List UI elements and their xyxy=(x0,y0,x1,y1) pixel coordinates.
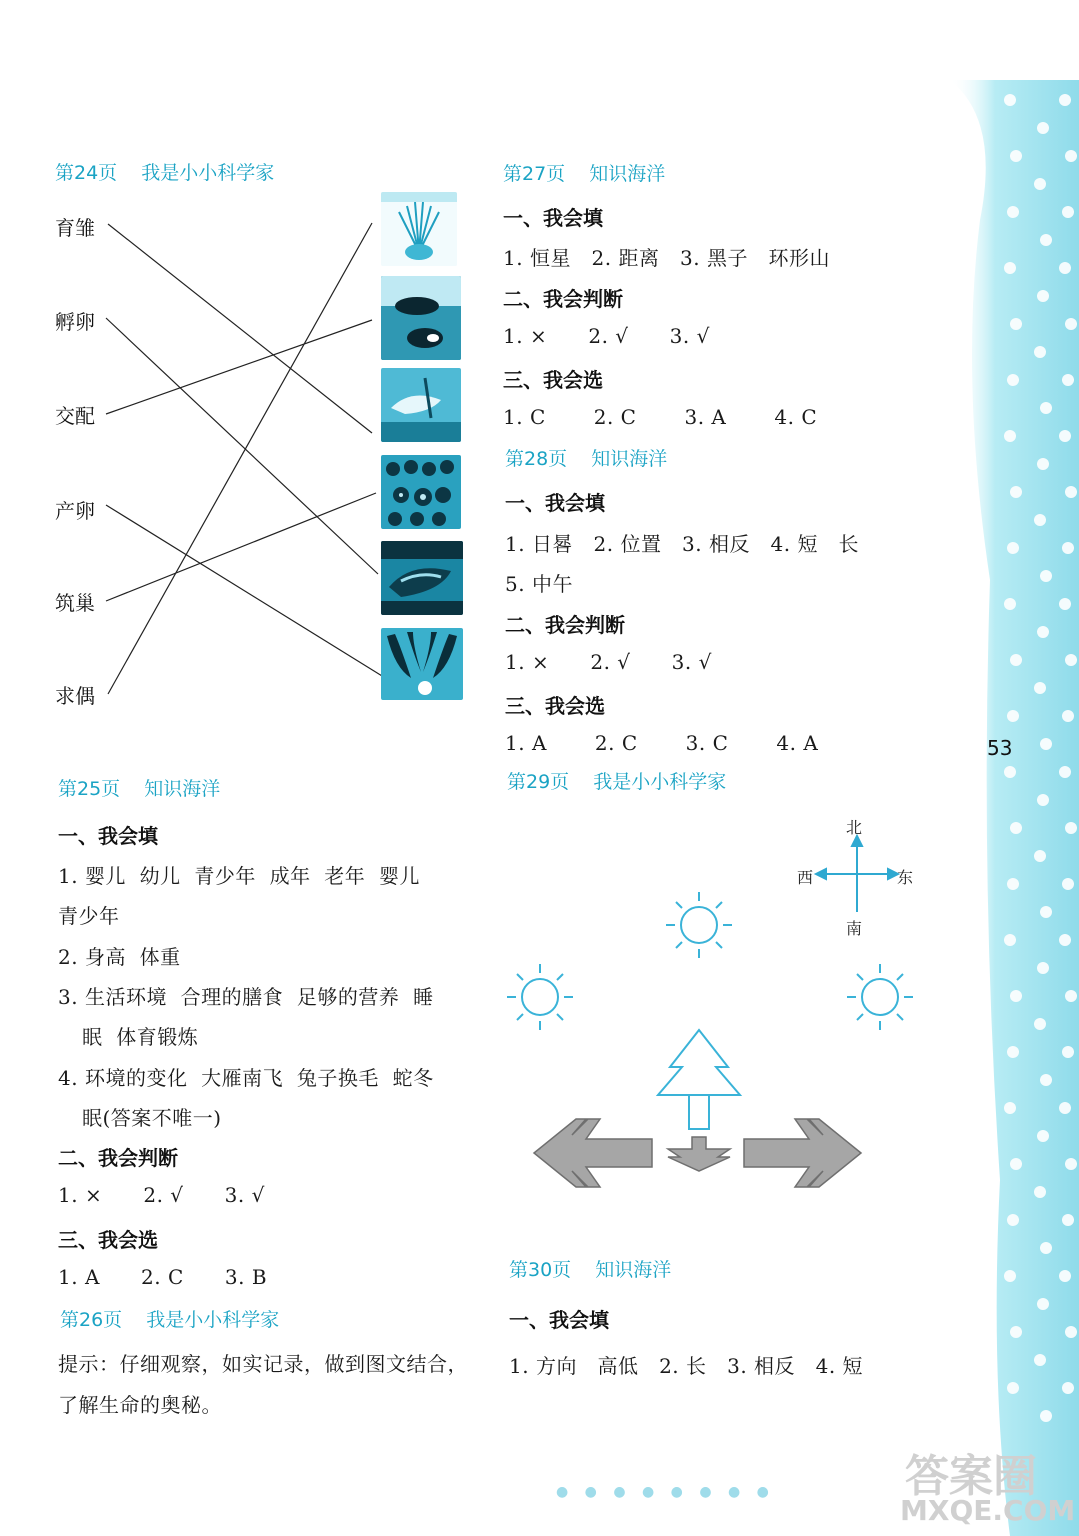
deco-dot xyxy=(1059,262,1071,274)
deco-dot xyxy=(1007,1046,1019,1058)
deco-dot xyxy=(1065,486,1077,498)
deco-dot xyxy=(1004,1102,1016,1114)
sun-icon-left xyxy=(505,962,575,1032)
deco-dot xyxy=(1059,934,1071,946)
p25-header xyxy=(58,774,220,801)
p26-hint-line-1: 提示：仔细观察，如实记录，做到图文结合， xyxy=(58,1352,468,1376)
deco-dot xyxy=(1059,1270,1071,1282)
p30-page: 第30页 xyxy=(509,1259,572,1281)
match-label-2: 孵卵 xyxy=(55,310,95,334)
p27-header xyxy=(503,159,665,186)
deco-dot xyxy=(1040,1242,1052,1254)
deco-dot xyxy=(1004,430,1016,442)
p27-judge-answers: 1. × 2. √ 3. √ xyxy=(503,324,710,348)
deco-dot xyxy=(1034,514,1046,526)
p26-hint-line-2: 了解生命的奥秘。 xyxy=(58,1393,222,1417)
match-line-2 xyxy=(106,318,378,574)
deco-dot xyxy=(1065,990,1077,1002)
p29-header xyxy=(507,767,726,794)
deco-dot xyxy=(1062,710,1074,722)
match-label-4: 产卵 xyxy=(55,499,95,523)
p28-judge-answers: 1. × 2. √ 3. √ xyxy=(505,650,712,674)
p27-section-choose: 三、我会选 xyxy=(503,368,603,392)
match-label-6: 求偶 xyxy=(55,684,95,708)
watermark-logo: 答案圈 xyxy=(905,1451,1037,1502)
deco-dot xyxy=(1065,1158,1077,1170)
p28-section-fill: 一、我会填 xyxy=(505,491,605,515)
deco-dot xyxy=(1010,150,1022,162)
p25-choose-answers: 1. A 2. C 3. B xyxy=(58,1265,268,1289)
deco-dot xyxy=(1037,122,1049,134)
match-label-5: 筑巢 xyxy=(55,591,95,615)
p25-line-6: 4. 环境的变化 大雁南飞 兔子换毛 蛇冬 xyxy=(58,1066,434,1090)
p27-section-fill: 一、我会填 xyxy=(503,206,603,230)
deco-dot xyxy=(1007,1382,1019,1394)
deco-dot xyxy=(1010,990,1022,1002)
p26-title: 我是小小科学家 xyxy=(146,1309,280,1331)
deco-dot xyxy=(1037,794,1049,806)
deco-dot xyxy=(1034,1186,1046,1198)
decorative-dot-strip xyxy=(940,80,1079,1536)
watermark-url: MXQE.COM xyxy=(900,1494,1076,1527)
p25-title: 知识海洋 xyxy=(144,778,221,800)
deco-dot xyxy=(1062,206,1074,218)
deco-dot xyxy=(1037,1130,1049,1142)
deco-dot xyxy=(1065,822,1077,834)
deco-dot xyxy=(1004,598,1016,610)
p30-section-fill: 一、我会填 xyxy=(509,1308,609,1332)
match-line-3 xyxy=(106,320,372,414)
arrow-left-icon xyxy=(534,1119,652,1187)
deco-dot xyxy=(1037,1298,1049,1310)
page-number: 53 xyxy=(987,736,1013,760)
footer-dots: ● ● ● ● ● ● ● ● xyxy=(556,1484,775,1500)
deco-dot xyxy=(1004,1270,1016,1282)
p27-choose-answers: 1. C 2. C 3. A 4. C xyxy=(503,405,818,429)
p28-fill-answers-1: 1. 日晷 2. 位置 3. 相反 4. 短 长 xyxy=(505,532,860,556)
deco-dot xyxy=(1062,1382,1074,1394)
compass-icon xyxy=(812,832,902,922)
deco-dot xyxy=(1037,626,1049,638)
deco-dot xyxy=(1007,1214,1019,1226)
deco-dot xyxy=(1007,206,1019,218)
sun-icon-top xyxy=(664,890,734,960)
bird-photo-2 xyxy=(381,276,461,360)
p28-section-choose: 三、我会选 xyxy=(505,694,605,718)
p26-header xyxy=(60,1305,279,1332)
tree-icon xyxy=(658,1030,740,1129)
deco-dot xyxy=(1004,766,1016,778)
compass-north: 北 xyxy=(846,818,863,837)
deco-dot xyxy=(1062,878,1074,890)
p29-title: 我是小小科学家 xyxy=(593,771,727,793)
p27-page: 第27页 xyxy=(503,163,566,185)
p27-fill-answers: 1. 恒星 2. 距离 3. 黑子 环形山 xyxy=(503,246,831,270)
deco-dot xyxy=(1034,1018,1046,1030)
deco-dot xyxy=(1065,1326,1077,1338)
match-line-1 xyxy=(108,224,372,433)
deco-dot xyxy=(1062,542,1074,554)
p25-section-judge: 二、我会判断 xyxy=(58,1146,178,1170)
p28-header xyxy=(505,444,667,471)
bird-photo-3 xyxy=(381,368,461,442)
p24-page: 第24页 xyxy=(55,162,118,184)
p26-page: 第26页 xyxy=(60,1309,123,1331)
deco-dot xyxy=(1004,262,1016,274)
bird-photo-5 xyxy=(381,541,463,615)
p28-title: 知识海洋 xyxy=(591,448,668,470)
p25-line-5: 眠 体育锻炼 xyxy=(82,1025,199,1049)
deco-dot xyxy=(1007,878,1019,890)
deco-dot xyxy=(1040,906,1052,918)
deco-dot xyxy=(1065,318,1077,330)
p30-header xyxy=(509,1255,671,1282)
shadow-arrows-diagram xyxy=(530,1025,865,1190)
deco-dot xyxy=(1040,738,1052,750)
p28-fill-answers-2: 5. 中午 xyxy=(505,572,573,596)
deco-dot xyxy=(1062,374,1074,386)
deco-dot xyxy=(1034,178,1046,190)
deco-dot xyxy=(1065,150,1077,162)
match-label-1: 育雏 xyxy=(55,216,95,240)
deco-dot xyxy=(1010,822,1022,834)
deco-dot xyxy=(1007,710,1019,722)
deco-dot xyxy=(1040,570,1052,582)
arrow-right-icon xyxy=(744,1119,861,1187)
compass-east: 东 xyxy=(897,868,914,887)
p25-judge-answers: 1. × 2. √ 3. √ xyxy=(58,1183,265,1207)
deco-dot xyxy=(1065,654,1077,666)
deco-dot xyxy=(1010,654,1022,666)
deco-dot xyxy=(1059,766,1071,778)
p29-page: 第29页 xyxy=(507,771,570,793)
deco-dot xyxy=(1040,234,1052,246)
deco-dot xyxy=(1007,542,1019,554)
deco-dot xyxy=(1004,934,1016,946)
p28-page: 第28页 xyxy=(505,448,568,470)
deco-dot xyxy=(1034,850,1046,862)
deco-dot xyxy=(1010,1326,1022,1338)
deco-dot xyxy=(1059,430,1071,442)
arrow-down-icon xyxy=(668,1137,730,1171)
deco-dot xyxy=(1010,486,1022,498)
deco-dot xyxy=(1040,402,1052,414)
deco-dot xyxy=(1037,290,1049,302)
deco-dot xyxy=(1034,346,1046,358)
deco-dot xyxy=(1040,1410,1052,1422)
match-line-6 xyxy=(108,223,372,694)
deco-dot xyxy=(1062,1046,1074,1058)
deco-dot xyxy=(1034,682,1046,694)
deco-dot xyxy=(1059,1102,1071,1114)
p27-section-judge: 二、我会判断 xyxy=(503,287,623,311)
p24-title: 我是小小科学家 xyxy=(141,162,275,184)
match-line-5 xyxy=(106,493,376,601)
bird-photo-1 xyxy=(381,192,457,266)
p25-line-2: 青少年 xyxy=(58,904,120,928)
match-line-4 xyxy=(106,505,395,684)
compass-south: 南 xyxy=(846,919,863,938)
deco-dot xyxy=(1007,374,1019,386)
p28-choose-answers: 1. A 2. C 3. C 4. A xyxy=(505,731,819,755)
deco-dot xyxy=(1062,1214,1074,1226)
deco-dot xyxy=(1059,94,1071,106)
p27-title: 知识海洋 xyxy=(589,163,666,185)
p25-line-7: 眠(答案不唯一) xyxy=(82,1106,222,1130)
p25-page: 第25页 xyxy=(58,778,121,800)
p30-title: 知识海洋 xyxy=(595,1259,672,1281)
p28-section-judge: 二、我会判断 xyxy=(505,613,625,637)
p25-line-4: 3. 生活环境 合理的膳食 足够的营养 睡 xyxy=(58,985,434,1009)
deco-dot xyxy=(1059,598,1071,610)
deco-dot xyxy=(1010,1158,1022,1170)
deco-dot xyxy=(1040,1074,1052,1086)
deco-dot xyxy=(1037,458,1049,470)
match-label-3: 交配 xyxy=(55,404,95,428)
p25-line-3: 2. 身高 体重 xyxy=(58,945,181,969)
bird-photo-6 xyxy=(381,628,463,700)
deco-dot xyxy=(1037,962,1049,974)
deco-dot xyxy=(1010,318,1022,330)
bird-photo-4 xyxy=(381,455,461,529)
p25-section-fill: 一、我会填 xyxy=(58,824,158,848)
compass-west: 西 xyxy=(797,868,814,887)
p25-line-1: 1. 婴儿 幼儿 青少年 成年 老年 婴儿 xyxy=(58,864,421,888)
p30-fill-answers: 1. 方向 高低 2. 长 3. 相反 4. 短 xyxy=(509,1354,864,1378)
deco-dot xyxy=(1034,1354,1046,1366)
sun-icon-right xyxy=(845,962,915,1032)
p25-section-choose: 三、我会选 xyxy=(58,1228,158,1252)
deco-dot xyxy=(1004,94,1016,106)
